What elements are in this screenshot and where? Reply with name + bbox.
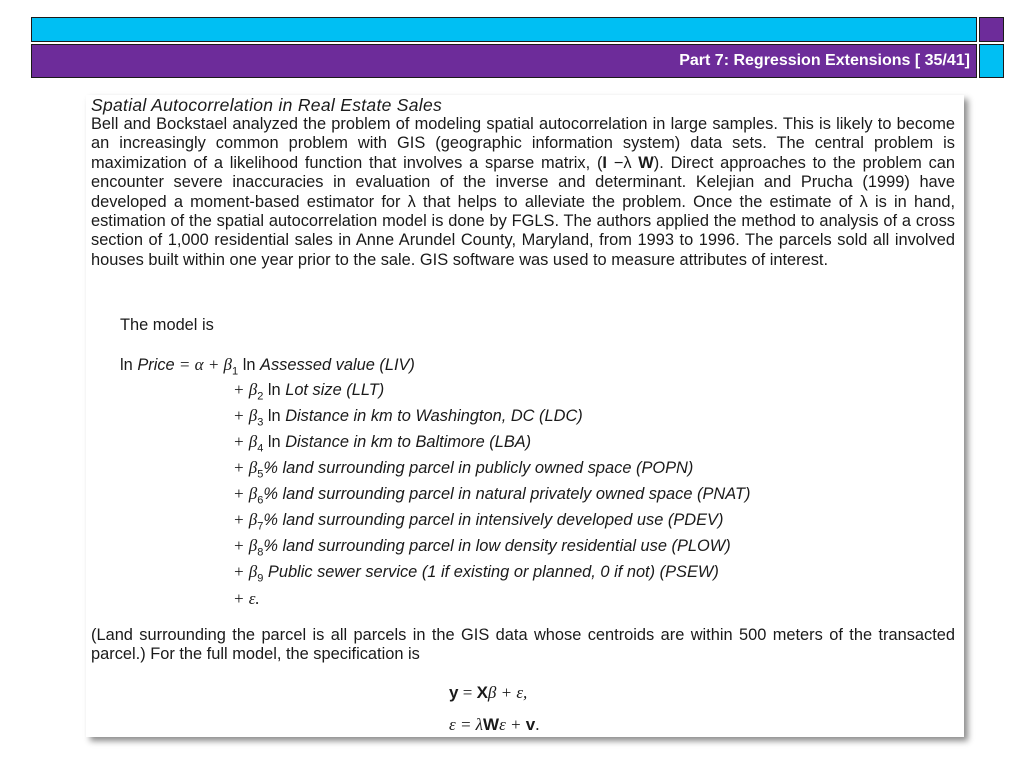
eq-term-1-text: Assessed value (LIV) (260, 356, 415, 374)
eq-term-4-text: Distance in km to Baltimore (LBA) (285, 433, 532, 451)
equation-term-3 (233, 406, 583, 428)
eq-term-9-beta: + β (233, 562, 258, 581)
vector-v: v (525, 715, 536, 734)
textbook-excerpt (86, 95, 964, 737)
equation-term-6 (233, 484, 750, 506)
final-equation-2 (449, 715, 539, 735)
eq-term-1-beta: β (223, 355, 233, 374)
matrix-w: W (638, 153, 654, 172)
title-bar (31, 44, 977, 78)
eq-term-7-sub: 7 (257, 520, 264, 533)
eq2-end: . (535, 715, 540, 734)
equation-term-8 (233, 536, 731, 558)
paragraph-intro (91, 115, 955, 270)
top-corner-block (979, 17, 1004, 42)
eq2-lhs: ε = λ (449, 715, 484, 734)
eq-term-7-beta: + β (233, 510, 258, 529)
model-intro: The model is (120, 316, 214, 334)
equation-epsilon-term: + ε. (233, 589, 260, 608)
eq-term-9-text: Public sewer service (1 if existing or planned, 0 if not) (PSEW) (267, 563, 719, 581)
paragraph-intro-part-a: Bell and Bockstael analyzed the problem of modeling spatial autocorrelation in large samples. This is likely to become an increasingly common problem with GIS (geographic information system) data sets. The central problem is maximization of a likelihood function that involves a sparse matrix, ( (91, 115, 955, 172)
top-accent-bar (31, 17, 977, 42)
equation-term-9 (233, 562, 719, 584)
equation-term-4 (233, 432, 531, 454)
eq-term-9-sub: 9 (257, 572, 264, 585)
eq-term-7-text: % land surrounding parcel in intensively developed use (PDEV) (263, 511, 724, 529)
eq1-rest: β + ε, (487, 683, 528, 702)
eq-term-2-fn: ln (263, 381, 286, 399)
eq-term-5-text: % land surrounding parcel in publicly owned space (POPN) (263, 459, 694, 477)
eq-term-6-beta: + β (233, 484, 258, 503)
eq-term-8-beta: + β (233, 536, 258, 555)
equation-term-5 (233, 458, 693, 480)
eq-equals-alpha: = α + (174, 355, 224, 374)
equation-term-2 (233, 380, 384, 402)
eq-term-3-fn: ln (263, 407, 286, 425)
eq-term-1-fn: ln (238, 356, 261, 374)
eq-term-5-sub: 5 (257, 468, 264, 481)
excerpt-heading: Spatial Autocorrelation in Real Estate Sales (91, 95, 443, 115)
eq-term-5-beta: + β (233, 458, 258, 477)
paragraph-intro-part-b: ). Direct approaches to the problem can encounter severe inaccuracies in evaluation of the inverse and determinant. Kelejian and Prucha (1999) have developed a moment-based estimator for λ that helps to alleviate the problem. Once the estimate of λ is in hand, estimation of the spatial autocorrelation model is done by FGLS. The authors applied the method to analysis of a cross section of 1,000 residential sales in Anne Arundel County, Maryland, from 1993 to 1996. The parcels sold all involved houses built within one year prior to the sale. GIS software was used to measure attributes of interest. (91, 153, 955, 269)
final-equation-1 (449, 683, 527, 703)
eq-price: Price (137, 356, 175, 374)
eq-term-4-fn: ln (263, 433, 286, 451)
eq2-matrix-w: W (483, 715, 500, 734)
eq-term-3-text: Distance in km to Washington, DC (LDC) (285, 407, 583, 425)
eq-term-2-beta: + β (233, 380, 258, 399)
slide-title: Part 7: Regression Extensions [ 35/41] (679, 52, 970, 69)
eq-term-8-text: % land surrounding parcel in low density residential use (PLOW) (263, 537, 731, 555)
title-corner-block (979, 44, 1004, 78)
eq-term-2-text: Lot size (LLT) (285, 381, 385, 399)
eq-term-2-sub: 2 (257, 390, 264, 403)
eq-ln: ln (120, 356, 133, 374)
equation-term-7 (233, 510, 723, 532)
eq-term-1-sub: 1 (232, 365, 239, 378)
matrix-i: I (602, 153, 607, 172)
eq-term-3-sub: 3 (257, 416, 264, 429)
vector-y: y (449, 683, 459, 702)
eq1-equals: = (458, 683, 477, 702)
eq-term-4-beta: + β (233, 432, 258, 451)
eq-term-6-sub: 6 (257, 494, 264, 507)
matrix-x: X (476, 683, 488, 702)
eq-term-3-beta: + β (233, 406, 258, 425)
paragraph-land-definition: (Land surrounding the parcel is all parcels in the GIS data whose centroids are within 500 meters of the transacted parcel.) For the full model, the specification is (91, 626, 955, 664)
eq-term-8-sub: 8 (257, 546, 264, 559)
eq2-mid: ε + (499, 715, 526, 734)
eq-term-4-sub: 4 (257, 442, 264, 455)
minus-lambda: −λ (606, 153, 639, 172)
eq-term-6-text: % land surrounding parcel in natural privately owned space (PNAT) (263, 485, 751, 503)
equation-line-1 (120, 355, 415, 377)
